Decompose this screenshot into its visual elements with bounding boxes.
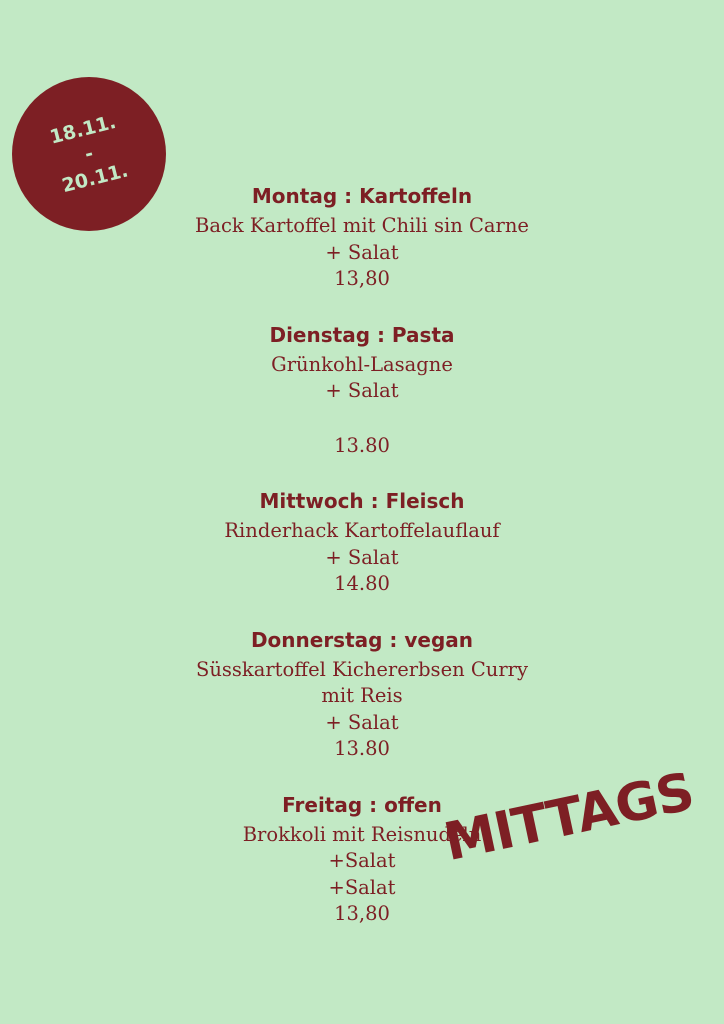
date-end: 20.11. [59, 158, 131, 197]
dish-price: 13,80 [334, 267, 390, 290]
dish-line: +Salat [328, 849, 396, 872]
dish-line: + Salat [325, 545, 399, 569]
dish-line: + Salat [325, 710, 399, 734]
dish-price: 13.80 [334, 433, 390, 457]
dish-line: Süsskartoffel Kichererbsen Curry [195, 657, 529, 681]
menu-day-monday [0, 180, 724, 293]
menu-day-tuesday [0, 319, 724, 460]
dish-line: +Salat [328, 875, 396, 899]
menu-day-thursday [0, 624, 724, 763]
day-title: Mittwoch : Fleisch [259, 489, 465, 513]
day-title: Donnerstag : vegan [250, 627, 474, 652]
dish-line: Brokkoli mit Reisnudeln [242, 822, 482, 846]
date-separator: - [82, 141, 96, 166]
dish-line: + Salat [325, 240, 399, 264]
date-start: 18.11. [47, 110, 119, 149]
menu-day-wednesday [0, 485, 724, 598]
day-title: Dienstag : Pasta [269, 322, 455, 347]
dish-line: Rinderhack Kartoffelauflauf [224, 519, 500, 542]
dish-line: mit Reis [321, 684, 403, 707]
mittags-stamp: MITTAGS [439, 761, 699, 874]
dish-line: + Salat [325, 379, 399, 402]
dish-line: Grünkohl-Lasagne [271, 352, 453, 376]
dish-price: 13.80 [334, 737, 390, 760]
dish-line: Back Kartoffel mit Chili sin Carne [195, 214, 529, 237]
day-title: Freitag : offen [282, 792, 442, 817]
day-title: Montag : Kartoffeln [251, 184, 473, 208]
dish-price: 14.80 [334, 572, 390, 595]
dish-price: 13,80 [334, 902, 390, 925]
